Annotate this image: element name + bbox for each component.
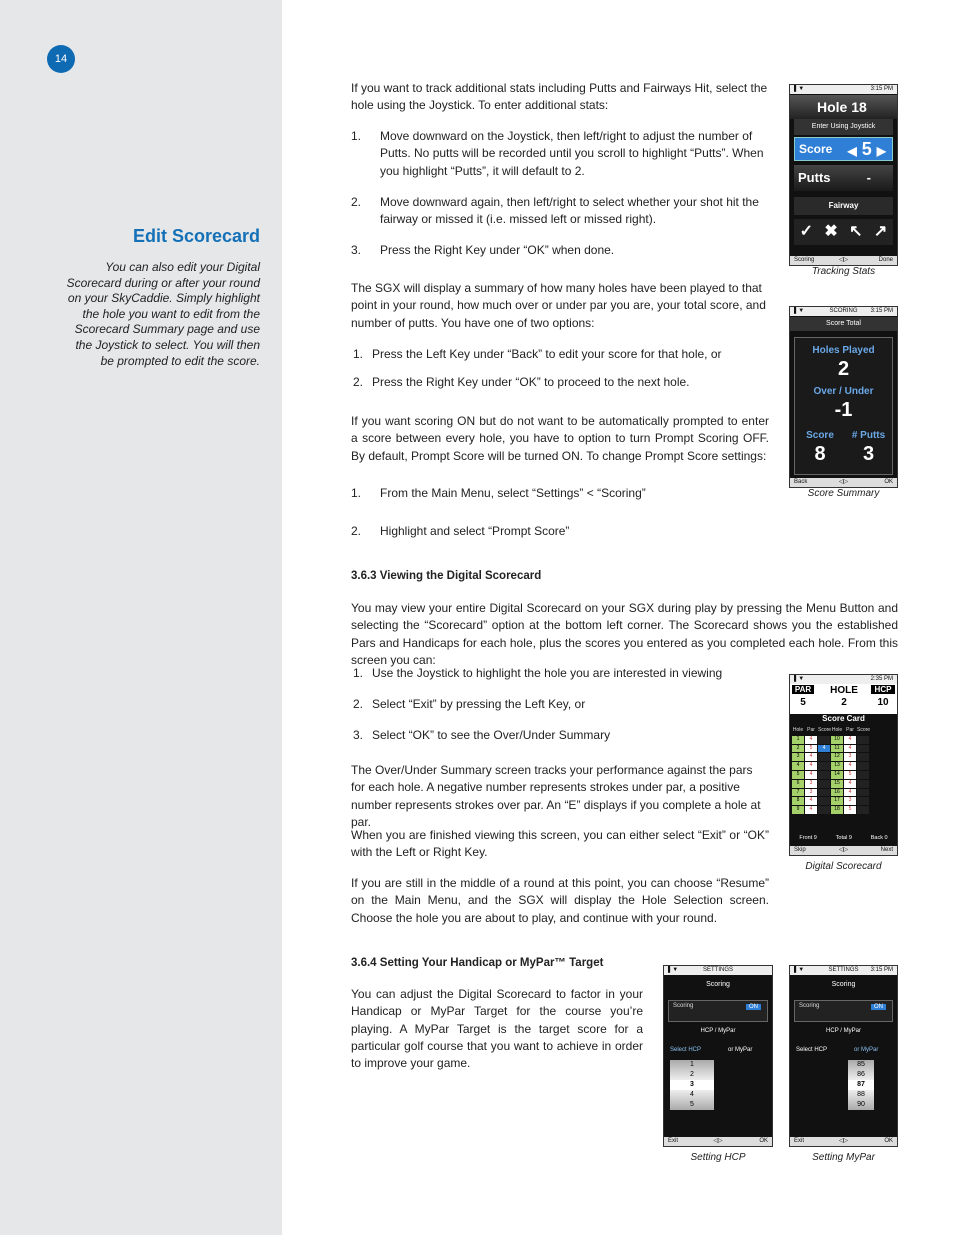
joystick-icon: ◁▷ bbox=[838, 1138, 849, 1144]
list-text: Select “OK” to see the Over/Under Summary bbox=[372, 728, 611, 742]
scoring-label: Scoring bbox=[799, 1003, 820, 1009]
table-cell bbox=[857, 753, 869, 761]
table-cell bbox=[818, 762, 830, 770]
list-number: 2. bbox=[353, 697, 364, 711]
hole-value: 2 bbox=[841, 697, 847, 708]
table-cell: 6 bbox=[792, 780, 804, 788]
list-item bbox=[351, 665, 769, 682]
putts-value: 3 bbox=[862, 443, 875, 465]
score-row bbox=[794, 137, 893, 161]
summary-panel bbox=[794, 337, 893, 475]
summary-paragraph: The SGX will display a summary of how many holes have been played to that point in your round, how much over or under par you are, your total score, and number of putts. You have one of two options: bbox=[351, 281, 766, 330]
fairway-icons bbox=[794, 219, 893, 245]
scoring-label: Scoring bbox=[673, 1003, 694, 1009]
table-cell bbox=[857, 789, 869, 797]
value-picker bbox=[848, 1060, 874, 1110]
caption: Digital Scorecard bbox=[805, 861, 882, 872]
list-text: From the Main Menu, select “Settings” < “Scoring” bbox=[380, 486, 646, 500]
table-cell: 18 bbox=[831, 806, 843, 814]
table-cell bbox=[818, 753, 830, 761]
list-text: Press the Right Key under “OK” to proceed to the next hole. bbox=[372, 375, 690, 389]
scorecard-title: Score Card bbox=[822, 714, 865, 723]
list-item bbox=[351, 374, 769, 391]
status-bar bbox=[664, 966, 772, 975]
holes-played-value: 2 bbox=[837, 358, 850, 380]
select-hcp: Select HCP bbox=[670, 1047, 702, 1053]
column-header: Par bbox=[807, 727, 815, 733]
table-cell: 4 bbox=[818, 745, 830, 753]
intro-paragraph: If you want to track additional stats including Putts and Fairways Hit, select the hole using the Joystick. To enter additional stats: bbox=[351, 81, 768, 113]
signal-icon: ▌▼ bbox=[794, 308, 805, 314]
picker-value-selected: 87 bbox=[848, 1080, 874, 1090]
right-softkey: Next bbox=[880, 847, 893, 853]
select-row bbox=[794, 1044, 893, 1056]
status-bar bbox=[790, 675, 897, 684]
table-cell: 4 bbox=[844, 745, 856, 753]
joystick-icon: ◁▷ bbox=[713, 1138, 723, 1144]
list-number: 1. bbox=[353, 347, 364, 361]
prompt-paragraph: If you want scoring ON but do not want to be automatically prompted to enter a score between every hole, you have to option to turn Prompt Scoring OFF. By default, Prompt Score will be turned ON. To change Prompt Score settings: bbox=[351, 414, 769, 463]
sidebar-title: Edit Scorecard bbox=[132, 226, 260, 246]
table-cell bbox=[818, 789, 830, 797]
caption: Setting HCP bbox=[690, 1152, 746, 1163]
screen-subtitle: Scoring bbox=[706, 981, 730, 988]
status-bar bbox=[790, 307, 897, 316]
picker-value: 90 bbox=[857, 1101, 865, 1108]
front-nine: Front 9 bbox=[799, 835, 817, 841]
list-item bbox=[351, 128, 769, 180]
table-cell: 17 bbox=[831, 797, 843, 805]
total-nine: Total 9 bbox=[835, 835, 852, 841]
setting-hcp-screenshot bbox=[663, 965, 773, 1147]
table-cell: 15 bbox=[831, 780, 843, 788]
table-cell: 9 bbox=[792, 806, 804, 814]
left-softkey: Skip bbox=[794, 847, 806, 853]
table-row[interactable] bbox=[792, 789, 895, 797]
left-softkey: Scoring bbox=[794, 257, 815, 263]
putts-label: Putts bbox=[798, 170, 831, 185]
list-item bbox=[351, 485, 769, 502]
list-item bbox=[351, 523, 769, 540]
table-cell bbox=[857, 780, 869, 788]
list-item bbox=[351, 696, 769, 713]
picker-value: 4 bbox=[690, 1091, 694, 1098]
left-softkey: Exit bbox=[794, 1138, 805, 1144]
right-softkey: OK bbox=[884, 479, 893, 485]
right-softkey: Done bbox=[878, 257, 893, 263]
table-cell: 4 bbox=[844, 780, 856, 788]
score-summary-screenshot bbox=[789, 306, 898, 488]
holes-played-label: Holes Played bbox=[812, 345, 875, 356]
table-cell: 13 bbox=[831, 762, 843, 770]
table-row[interactable] bbox=[792, 762, 895, 770]
sidebar bbox=[0, 0, 282, 1235]
table-cell: 4 bbox=[805, 736, 817, 744]
table-cell: 4 bbox=[805, 762, 817, 770]
list-text: Press the Right Key under “OK” when done. bbox=[380, 243, 615, 257]
table-cell: 7 bbox=[792, 789, 804, 797]
hcp-label: HCP bbox=[871, 685, 895, 694]
table-row[interactable] bbox=[792, 797, 895, 805]
putts-value: - bbox=[866, 170, 871, 185]
select-mypar: or MyPar bbox=[854, 1047, 879, 1053]
table-cell bbox=[818, 806, 830, 814]
table-cell: 4 bbox=[805, 797, 817, 805]
signal-icon: ▌▼ bbox=[668, 967, 679, 973]
table-cell: 3 bbox=[805, 789, 817, 797]
column-header: Hole bbox=[792, 727, 804, 733]
table-cell: 16 bbox=[831, 789, 843, 797]
list-text: Press the Left Key under “Back” to edit your score for that hole, or bbox=[372, 347, 722, 361]
table-cell bbox=[857, 797, 869, 805]
hcp-value: 10 bbox=[877, 697, 889, 708]
list-number: 2. bbox=[351, 524, 362, 538]
signal-icon: ▌▼ bbox=[794, 676, 805, 682]
tracking-stats-screenshot bbox=[789, 84, 898, 266]
scorecard-footer bbox=[790, 833, 897, 843]
table-cell: 5 bbox=[844, 806, 856, 814]
table-row[interactable] bbox=[792, 753, 895, 761]
status-title: SETTINGS bbox=[702, 967, 733, 973]
list-text: Move downward on the Joystick, then left/right to adjust the number of Putts. No putts will be recorded until you scroll to highlight “Putts”. When you highlight “Putts”, it will default to 2. bbox=[380, 129, 764, 178]
picker-value: 1 bbox=[690, 1061, 694, 1068]
table-cell: 2 bbox=[792, 745, 804, 753]
scorecard-grid bbox=[792, 727, 895, 815]
table-row[interactable] bbox=[792, 806, 895, 814]
list-number: 2. bbox=[351, 195, 362, 209]
on-badge: ON bbox=[871, 1004, 886, 1010]
table-cell: 3 bbox=[805, 780, 817, 788]
column-header: Score bbox=[818, 727, 832, 733]
joystick-icon: ◁▷ bbox=[838, 847, 849, 853]
left-softkey: Back bbox=[794, 479, 808, 485]
scoring-toggle bbox=[794, 1000, 893, 1022]
screen-title: Hole 18 bbox=[790, 95, 897, 119]
table-cell bbox=[857, 762, 869, 770]
table-cell: 11 bbox=[831, 745, 843, 753]
table-row[interactable] bbox=[792, 745, 895, 753]
fairway-label: Fairway bbox=[794, 197, 893, 215]
score-value: 5 bbox=[861, 139, 872, 159]
table-row[interactable] bbox=[792, 736, 895, 744]
select-hcp: Select HCP bbox=[796, 1047, 828, 1053]
back-nine: Back 0 bbox=[870, 835, 888, 841]
section-heading: 3.6.4 Setting Your Handicap or MyPar™ Target bbox=[351, 957, 604, 969]
column-header: Par bbox=[846, 727, 854, 733]
over-under-value: -1 bbox=[834, 399, 853, 421]
table-cell: 5 bbox=[805, 745, 817, 753]
miss-right-icon: ↗ bbox=[873, 223, 888, 240]
section-paragraph: You can adjust the Digital Scorecard to factor in your Handicap or MyPar Target for the course you’re playing. A MyPar Target is the target score for a particular golf course that you want to achieve in order to improve your game. bbox=[351, 987, 643, 1071]
clock: 3:15 PM bbox=[870, 308, 893, 314]
select-mypar: or MyPar bbox=[728, 1047, 753, 1053]
list-number: 1. bbox=[351, 486, 362, 500]
softkey-bar bbox=[664, 1137, 772, 1146]
mode-label: HCP / MyPar bbox=[826, 1028, 861, 1034]
section-paragraph: If you are still in the middle of a round at this point, you can choose “Resume” on the Main Menu, and the SGX will display the Hole Selection screen. Choose the hole you are about to play, and continue with your round. bbox=[351, 876, 769, 925]
list-item bbox=[351, 242, 769, 259]
list-number: 2. bbox=[353, 375, 364, 389]
picker-value-selected: 3 bbox=[670, 1080, 714, 1090]
table-cell: 8 bbox=[792, 797, 804, 805]
table-cell: 4 bbox=[844, 789, 856, 797]
column-header: Hole bbox=[831, 727, 843, 733]
scorecard-screenshot bbox=[789, 674, 898, 856]
on-badge: ON bbox=[746, 1004, 761, 1010]
par-value: 5 bbox=[800, 697, 806, 708]
select-row bbox=[668, 1044, 768, 1056]
list-text: Highlight and select “Prompt Score” bbox=[380, 524, 570, 538]
picker-value: 5 bbox=[690, 1101, 694, 1108]
table-row[interactable] bbox=[792, 780, 895, 788]
caption: Tracking Stats bbox=[811, 266, 876, 277]
table-cell: 5 bbox=[792, 771, 804, 779]
table-cell: 4 bbox=[844, 762, 856, 770]
status-title: SCORING bbox=[829, 308, 858, 314]
table-cell bbox=[857, 745, 869, 753]
par-label: PAR bbox=[792, 685, 814, 694]
putts-row bbox=[794, 165, 893, 191]
table-cell: 4 bbox=[844, 736, 856, 744]
right-softkey: OK bbox=[884, 1138, 893, 1144]
table-cell: 5 bbox=[844, 771, 856, 779]
arrow-right-icon: ▶ bbox=[876, 144, 886, 158]
list-item bbox=[351, 727, 769, 744]
table-cell bbox=[818, 736, 830, 744]
table-cell: 4 bbox=[805, 771, 817, 779]
table-cell bbox=[857, 806, 869, 814]
signal-icon: ▌▼ bbox=[794, 86, 805, 92]
screen-subtitle: Scoring bbox=[831, 981, 856, 988]
table-cell: 4 bbox=[805, 806, 817, 814]
scorecard-column-headers bbox=[792, 727, 895, 735]
screen-subtitle: Score Total bbox=[790, 317, 897, 331]
hole-label: HOLE bbox=[830, 685, 858, 696]
joystick-icon: ◁▷ bbox=[838, 479, 849, 485]
table-cell: 3 bbox=[844, 797, 856, 805]
table-cell bbox=[818, 797, 830, 805]
left-softkey: Exit bbox=[668, 1138, 679, 1144]
mode-label: HCP / MyPar bbox=[700, 1028, 736, 1034]
list-number: 3. bbox=[353, 728, 364, 742]
picker-value: 88 bbox=[857, 1091, 865, 1098]
table-cell: 1 bbox=[792, 736, 804, 744]
score-label: Score bbox=[806, 430, 834, 441]
table-cell: 4 bbox=[792, 762, 804, 770]
caption: Score Summary bbox=[807, 488, 880, 499]
table-cell bbox=[818, 780, 830, 788]
arrow-left-icon: ◀ bbox=[847, 144, 857, 158]
column-header: Score bbox=[857, 727, 871, 733]
right-softkey: OK bbox=[759, 1138, 768, 1144]
score-value: 8 bbox=[814, 443, 826, 465]
setting-mypar-screenshot bbox=[789, 965, 898, 1147]
list-item bbox=[351, 194, 769, 229]
section-paragraph: When you are finished viewing this screen, you can either select “Exit” or “OK” with the Left or Right Key. bbox=[351, 828, 769, 860]
picker-value: 85 bbox=[857, 1061, 865, 1068]
status-bar bbox=[790, 85, 897, 94]
list-number: 3. bbox=[351, 243, 362, 257]
table-cell: 3 bbox=[844, 753, 856, 761]
table-cell bbox=[857, 771, 869, 779]
section-paragraph: You may view your entire Digital Scorecard on your SGX during play by pressing the Menu Button and selecting the “Scorecard” option at the bottom left corner. The Scorecard shows you the established Pars and Handicaps for each hole, plus the scores you entered as you completed each hole. From this screen you can: bbox=[351, 601, 898, 667]
clock: 3:15 PM bbox=[870, 967, 893, 973]
table-cell bbox=[857, 736, 869, 744]
joystick-icon: ◁▷ bbox=[838, 257, 849, 263]
table-row[interactable] bbox=[792, 771, 895, 779]
screen-subtitle: Enter Using Joystick bbox=[794, 119, 893, 135]
softkey-bar bbox=[790, 256, 897, 265]
status-bar bbox=[790, 966, 897, 975]
table-cell: 4 bbox=[805, 753, 817, 761]
score-label: Score bbox=[799, 142, 833, 156]
scoring-toggle bbox=[668, 1000, 768, 1022]
softkey-bar bbox=[790, 846, 897, 855]
softkey-bar bbox=[790, 1137, 897, 1146]
section-heading: 3.6.3 Viewing the Digital Scorecard bbox=[351, 570, 542, 582]
over-under-label: Over / Under bbox=[813, 386, 874, 397]
putts-label: # Putts bbox=[851, 430, 886, 441]
cross-icon: ✖ bbox=[824, 223, 838, 240]
section-paragraph: The Over/Under Summary screen tracks your performance against the pars for each hole. A negative number represents strokes under par, a positive number represents strokes over par. An “E” displays if you complete a hole at par. bbox=[351, 763, 761, 829]
picker-value: 2 bbox=[690, 1071, 694, 1078]
scorecard-header bbox=[790, 684, 897, 714]
sidebar-text: You can also edit your Digital Scorecard during or after your round on your SkyCaddie. Simply highlight the hole you want to edit from the Scorecard Summary page and use the Joystick to select. You will then be prompted to edit the score. bbox=[66, 260, 260, 368]
clock: 3:15 PM bbox=[870, 86, 893, 92]
list-text: Use the Joystick to highlight the hole you are interested in viewing bbox=[372, 666, 723, 680]
list-item bbox=[351, 346, 769, 363]
value-picker bbox=[670, 1060, 714, 1110]
signal-icon: ▌▼ bbox=[794, 967, 805, 973]
check-icon: ✓ bbox=[799, 223, 814, 240]
clock: 2:35 PM bbox=[870, 676, 893, 682]
page-number: 14 bbox=[47, 45, 75, 73]
score-value-group bbox=[847, 138, 886, 162]
table-cell: 12 bbox=[831, 753, 843, 761]
table-cell bbox=[818, 771, 830, 779]
miss-left-icon: ↖ bbox=[849, 223, 863, 240]
picker-value: 86 bbox=[857, 1071, 865, 1078]
list-number: 1. bbox=[353, 666, 364, 680]
list-number: 1. bbox=[351, 129, 362, 143]
softkey-bar bbox=[790, 478, 897, 487]
caption: Setting MyPar bbox=[812, 1152, 875, 1163]
table-cell: 14 bbox=[831, 771, 843, 779]
list-text: Select “Exit” by pressing the Left Key, or bbox=[372, 697, 586, 711]
table-cell: 10 bbox=[831, 736, 843, 744]
list-text: Move downward again, then left/right to select whether your shot hit the fairway or missed it (i.e. missed left or missed right). bbox=[380, 195, 759, 227]
status-title: SETTINGS bbox=[828, 967, 859, 973]
table-cell: 3 bbox=[792, 753, 804, 761]
